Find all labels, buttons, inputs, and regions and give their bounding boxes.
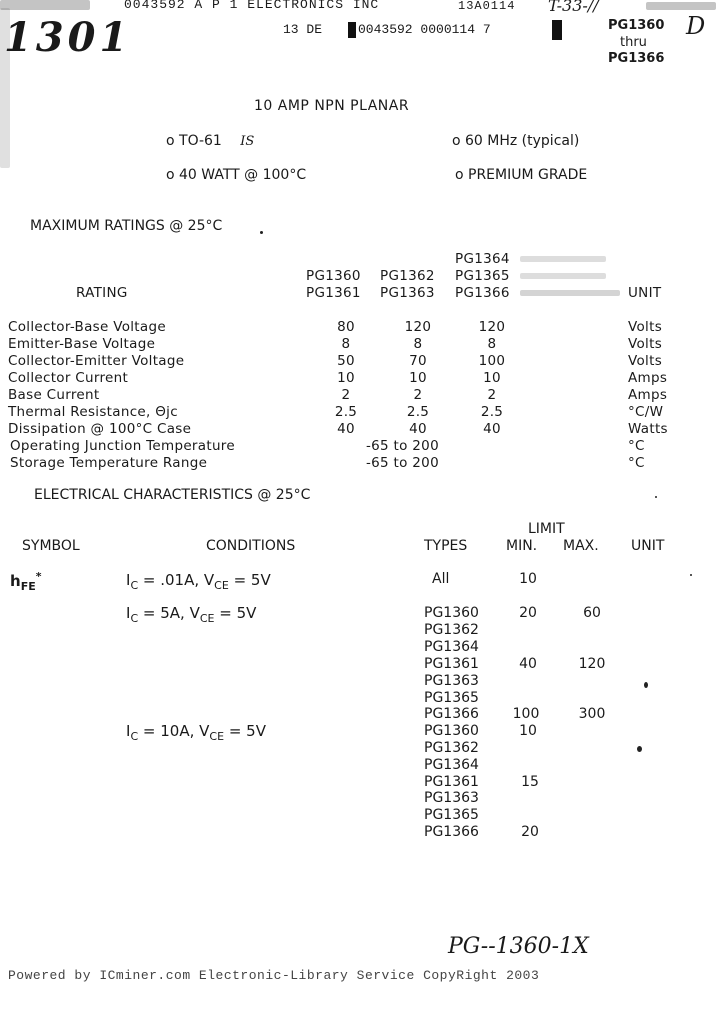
rating-row-unit: Volts — [628, 353, 663, 369]
header-line2-code: 0043592 0000114 7 — [358, 22, 491, 37]
symbol-hfe — [10, 570, 41, 593]
header-line2-prefix: 13 DE — [283, 22, 323, 37]
cond-v-sub: CE — [199, 612, 215, 625]
rating-row-unit: Volts — [628, 336, 663, 352]
cond-vce-value: 5V — [250, 571, 271, 589]
rating-row-value: 50 — [337, 353, 355, 369]
col-header-3-mid: PG1365 — [455, 268, 510, 284]
cond-ic-letter: I — [126, 604, 131, 622]
cond-vce-value: 5V — [236, 604, 257, 622]
min-cell: 10 — [519, 723, 537, 739]
handwritten-letter: D — [686, 12, 706, 40]
temp-row-label: Operating Junction Temperature — [10, 438, 235, 454]
type-cell: PG1361 — [424, 774, 479, 790]
rating-row-value: 2.5 — [406, 404, 430, 420]
rating-row-value: 40 — [483, 421, 501, 437]
type-cell: All — [432, 571, 450, 587]
rating-row-label: Collector Current — [8, 370, 129, 386]
type-cell: PG1365 — [424, 807, 479, 823]
header-line1: 0043592 A P 1 ELECTRONICS INC — [124, 0, 380, 12]
cond-v-letter: V — [199, 722, 210, 740]
scan-speck — [644, 682, 648, 688]
scan-noise — [520, 290, 620, 296]
type-cell: PG1362 — [424, 622, 479, 638]
symbol-hfe-letter: h — [10, 572, 21, 590]
cond-ic-letter: I — [126, 571, 131, 589]
rating-row-unit: Amps — [628, 370, 668, 386]
rating-row-value: 100 — [478, 353, 506, 369]
scan-speck — [260, 231, 263, 234]
temp-row-label: Storage Temperature Range — [10, 455, 208, 471]
type-cell: PG1361 — [424, 656, 479, 672]
cond-v-letter: V — [203, 571, 215, 589]
part-range-thru: thru — [620, 35, 647, 50]
rating-row-unit: Volts — [628, 319, 663, 335]
part-range-top: PG1360 — [608, 18, 665, 33]
max-ratings-heading: MAXIMUM RATINGS @ 25°C — [30, 218, 223, 234]
max-cell: 120 — [578, 656, 606, 672]
feature-frequency: o 60 MHz (typical) — [452, 133, 580, 149]
feature-to61-text: o TO-61 — [166, 133, 222, 149]
rating-row-value: 10 — [409, 370, 427, 386]
black-marker — [552, 20, 562, 40]
col-header-1-top: PG1360 — [306, 268, 361, 284]
feature-to61 — [166, 133, 254, 149]
max-cell: 300 — [578, 706, 606, 722]
symbol-hfe-sup: * — [35, 570, 42, 583]
col-max: MAX. — [563, 538, 599, 554]
col-types: TYPES — [424, 538, 468, 554]
type-cell: PG1363 — [424, 673, 479, 689]
type-cell: PG1360 — [424, 605, 479, 621]
min-cell: 15 — [521, 774, 539, 790]
rating-row-value: 120 — [404, 319, 432, 335]
scan-speck — [690, 574, 692, 576]
rating-row-value: 40 — [337, 421, 355, 437]
condition-2: $I_C = 5A$, $V_{CE} = 5V$ — [126, 604, 257, 625]
col-conditions: CONDITIONS — [206, 538, 296, 554]
min-cell: 40 — [519, 656, 537, 672]
col-symbol: SYMBOL — [22, 538, 80, 554]
col-header-3-bottom: PG1366 — [455, 285, 510, 301]
feature-to61-note: IS — [240, 134, 255, 149]
rating-row-value: 80 — [337, 319, 355, 335]
cond-v-sub: CE — [209, 730, 225, 743]
rating-row-value: 40 — [409, 421, 427, 437]
symbol-hfe-sub: FE — [20, 580, 36, 593]
rating-row-value: 2.5 — [480, 404, 504, 420]
header-code1: 13A0114 — [458, 0, 516, 13]
scan-speck — [655, 496, 657, 498]
scan-noise — [646, 2, 716, 10]
cond-ic-letter: I — [126, 722, 131, 740]
rating-row-unit: °C/W — [628, 404, 664, 420]
rating-row-unit: Watts — [628, 421, 668, 437]
col-header-2-bottom: PG1363 — [380, 285, 435, 301]
cond-ic-sub: C — [130, 612, 139, 625]
min-cell: 10 — [519, 571, 537, 587]
rating-row-value: 120 — [478, 319, 506, 335]
type-cell: PG1365 — [424, 690, 479, 706]
cond-v-letter: V — [189, 604, 200, 622]
min-cell: 100 — [512, 706, 540, 722]
max-cell: 60 — [583, 605, 601, 621]
temp-row-value: -65 to 200 — [366, 455, 439, 471]
rating-row-label: Collector-Base Voltage — [8, 319, 166, 335]
rating-row-value: 2 — [487, 387, 497, 403]
cond-v-sub: CE — [214, 579, 229, 592]
rating-row-value: 8 — [341, 336, 351, 352]
limit-header: LIMIT — [528, 521, 565, 537]
col-header-2-top: PG1362 — [380, 268, 435, 284]
page-title: 10 AMP NPN PLANAR — [254, 98, 410, 114]
rating-header: RATING — [76, 285, 128, 301]
cond-ic-value: .01A — [160, 571, 195, 589]
cond-ic-sub: C — [130, 730, 139, 743]
rating-row-value: 10 — [483, 370, 501, 386]
rating-row-label: Emitter-Base Voltage — [8, 336, 156, 352]
cond-ic-value: 5A — [160, 604, 181, 622]
header-handwritten-code: T-33-// — [548, 0, 599, 15]
feature-watt: o 40 WATT @ 100°C — [166, 167, 307, 183]
min-cell: 20 — [519, 605, 537, 621]
rating-row-value: 2.5 — [334, 404, 358, 420]
feature-grade: o PREMIUM GRADE — [455, 167, 588, 183]
rating-row-label: Collector-Emitter Voltage — [8, 353, 185, 369]
min-cell: 20 — [521, 824, 539, 840]
unit-header: UNIT — [628, 285, 662, 301]
type-cell: PG1362 — [424, 740, 479, 756]
temp-row-value: -65 to 200 — [366, 438, 439, 454]
rating-row-value: 2 — [341, 387, 351, 403]
electrical-heading: ELECTRICAL CHARACTERISTICS @ 25°C — [34, 487, 311, 503]
temp-row-unit: °C — [628, 438, 645, 454]
temp-row-unit: °C — [628, 455, 645, 471]
handwritten-number: 1301 — [4, 14, 132, 61]
rating-row-label: Dissipation @ 100°C Case — [8, 421, 192, 437]
type-cell: PG1364 — [424, 757, 479, 773]
rating-row-label: Thermal Resistance, Θjc — [8, 404, 178, 420]
cond-ic-sub: C — [130, 579, 139, 592]
rating-row-unit: Amps — [628, 387, 668, 403]
cond-vce-value: 5V — [246, 722, 266, 740]
condition-1: $I_C = .01A$, $V_{CE} = 5V$ — [126, 571, 271, 592]
rating-row-value: 2 — [413, 387, 423, 403]
cond-ic-value: 10A — [160, 722, 190, 740]
type-cell: PG1366 — [424, 706, 479, 722]
col-min: MIN. — [506, 538, 538, 554]
rating-row-value: 70 — [409, 353, 427, 369]
col-header-3-top: PG1364 — [455, 251, 510, 267]
handwritten-footer: PG--1360-1X — [448, 934, 589, 959]
col-unit: UNIT — [631, 538, 665, 554]
condition-3: $I_C = 10A$, $V_{CE} = 5V$ — [126, 722, 266, 743]
black-marker — [348, 22, 356, 38]
type-cell: PG1363 — [424, 790, 479, 806]
scan-noise — [520, 256, 606, 262]
col-header-1-bottom: PG1361 — [306, 285, 361, 301]
rating-row-label: Base Current — [8, 387, 100, 403]
footer-copyright: Powered by ICminer.com Electronic-Library Service CopyRight 2003 — [8, 968, 540, 983]
rating-row-value: 8 — [487, 336, 497, 352]
type-cell: PG1366 — [424, 824, 479, 840]
rating-row-value: 10 — [337, 370, 355, 386]
scan-noise — [520, 273, 606, 279]
type-cell: PG1364 — [424, 639, 479, 655]
type-cell: PG1360 — [424, 723, 479, 739]
part-range-bottom: PG1366 — [608, 51, 665, 66]
scan-speck — [637, 746, 642, 752]
scan-noise — [0, 0, 90, 10]
rating-row-value: 8 — [413, 336, 423, 352]
